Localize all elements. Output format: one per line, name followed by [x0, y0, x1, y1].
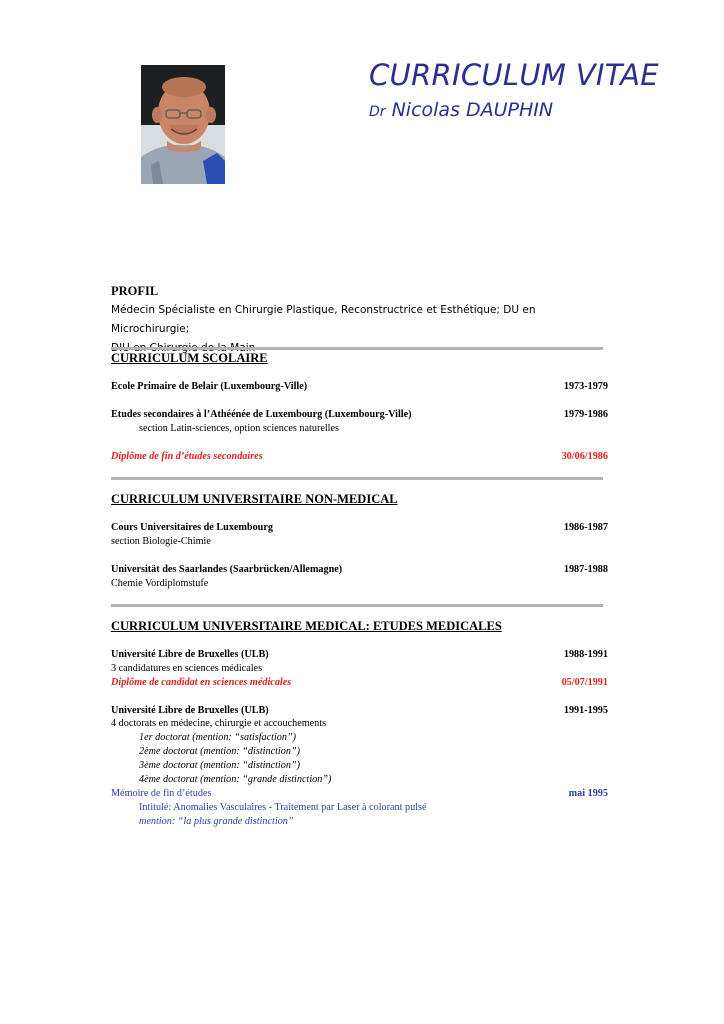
- section-divider: [111, 347, 603, 350]
- section-divider: [111, 604, 603, 607]
- non-medical-entry-1-detail: section Biologie-Chimie: [111, 536, 211, 547]
- profil-heading: PROFIL: [111, 284, 159, 298]
- doctorat-1: 1er doctorat (mention: “satisfaction”): [139, 732, 297, 743]
- doctorat-4: 4ème doctorat (mention: “grande distinction”): [139, 774, 332, 785]
- scolaire-heading: CURRICULUM SCOLAIRE: [111, 351, 268, 365]
- portrait-image: [141, 65, 225, 184]
- profil-line-1: Médecin Spécialiste en Chirurgie Plastique, Reconstructrice et Esthétique; DU en Microchirurgie;: [111, 304, 536, 335]
- doctorat-3: 3ème doctorat (mention: “distinction”): [139, 760, 301, 771]
- scolaire-diploma-name: Diplôme de fin d’études secondaires: [111, 451, 263, 462]
- memoire-mention: mention: “la plus grande distinction”: [139, 816, 294, 827]
- medical-diploma-date: 05/07/1991: [561, 677, 608, 688]
- medical-entry-2-detail: 4 doctorats en médecine, chirurgie et accouchements: [111, 718, 327, 729]
- scolaire-diploma-date: 30/06/1986: [561, 451, 608, 462]
- medical-entry-1-detail: 3 candidatures en sciences médicales: [111, 663, 263, 674]
- scolaire-entry-2-name: Etudes secondaires à l’Athéénée de Luxembourg (Luxembourg-Ville): [111, 409, 412, 420]
- doctorat-2: 2ème doctorat (mention: “distinction”): [139, 746, 301, 757]
- memoire-intitule: Intitulé: Anomalies Vasculaires - Traitement par Laser à colorant pulsé: [139, 802, 427, 813]
- medical-entry-1-years: 1988-1991: [563, 649, 608, 660]
- doctor-title: Dr: [369, 104, 386, 120]
- name-text: Nicolas DAUPHIN: [391, 99, 554, 121]
- non-medical-entry-1-name: Cours Universitaires de Luxembourg: [111, 522, 273, 533]
- memoire-name: Mémoire de fin d’études: [111, 788, 212, 799]
- scolaire-entry-2-years: 1979-1986: [563, 409, 608, 420]
- doctor-name: [369, 99, 553, 121]
- scolaire-entry-1-years: 1973-1979: [563, 381, 608, 392]
- medical-entry-1-name: Université Libre de Bruxelles (ULB): [111, 649, 269, 660]
- non-medical-entry-1-years: 1986-1987: [563, 522, 608, 533]
- non-medical-heading: CURRICULUM UNIVERSITAIRE NON-MEDICAL: [111, 492, 398, 506]
- section-divider: [111, 477, 603, 480]
- scolaire-entry-1-name: Ecole Primaire de Belair (Luxembourg-Ville): [111, 381, 308, 392]
- medical-entry-2-years: 1991-1995: [563, 705, 608, 716]
- profile-photo: [141, 65, 225, 184]
- memoire-date: mai 1995: [568, 788, 608, 799]
- page-title: CURRICULUM VITAE: [369, 58, 659, 92]
- non-medical-entry-2-detail: Chemie Vordiplomstufe: [111, 578, 209, 589]
- scolaire-entry-2-detail: section Latin-sciences, option sciences naturelles: [139, 423, 339, 434]
- medical-entry-2-name: Université Libre de Bruxelles (ULB): [111, 705, 269, 716]
- non-medical-entry-2-years: 1987-1988: [563, 564, 608, 575]
- medical-diploma-name: Diplôme de candidat en sciences médicales: [111, 677, 292, 688]
- non-medical-entry-2-name: Universität des Saarlandes (Saarbrücken/Allemagne): [111, 564, 343, 575]
- medical-heading: CURRICULUM UNIVERSITAIRE MEDICAL: ETUDES MEDICALES: [111, 619, 502, 633]
